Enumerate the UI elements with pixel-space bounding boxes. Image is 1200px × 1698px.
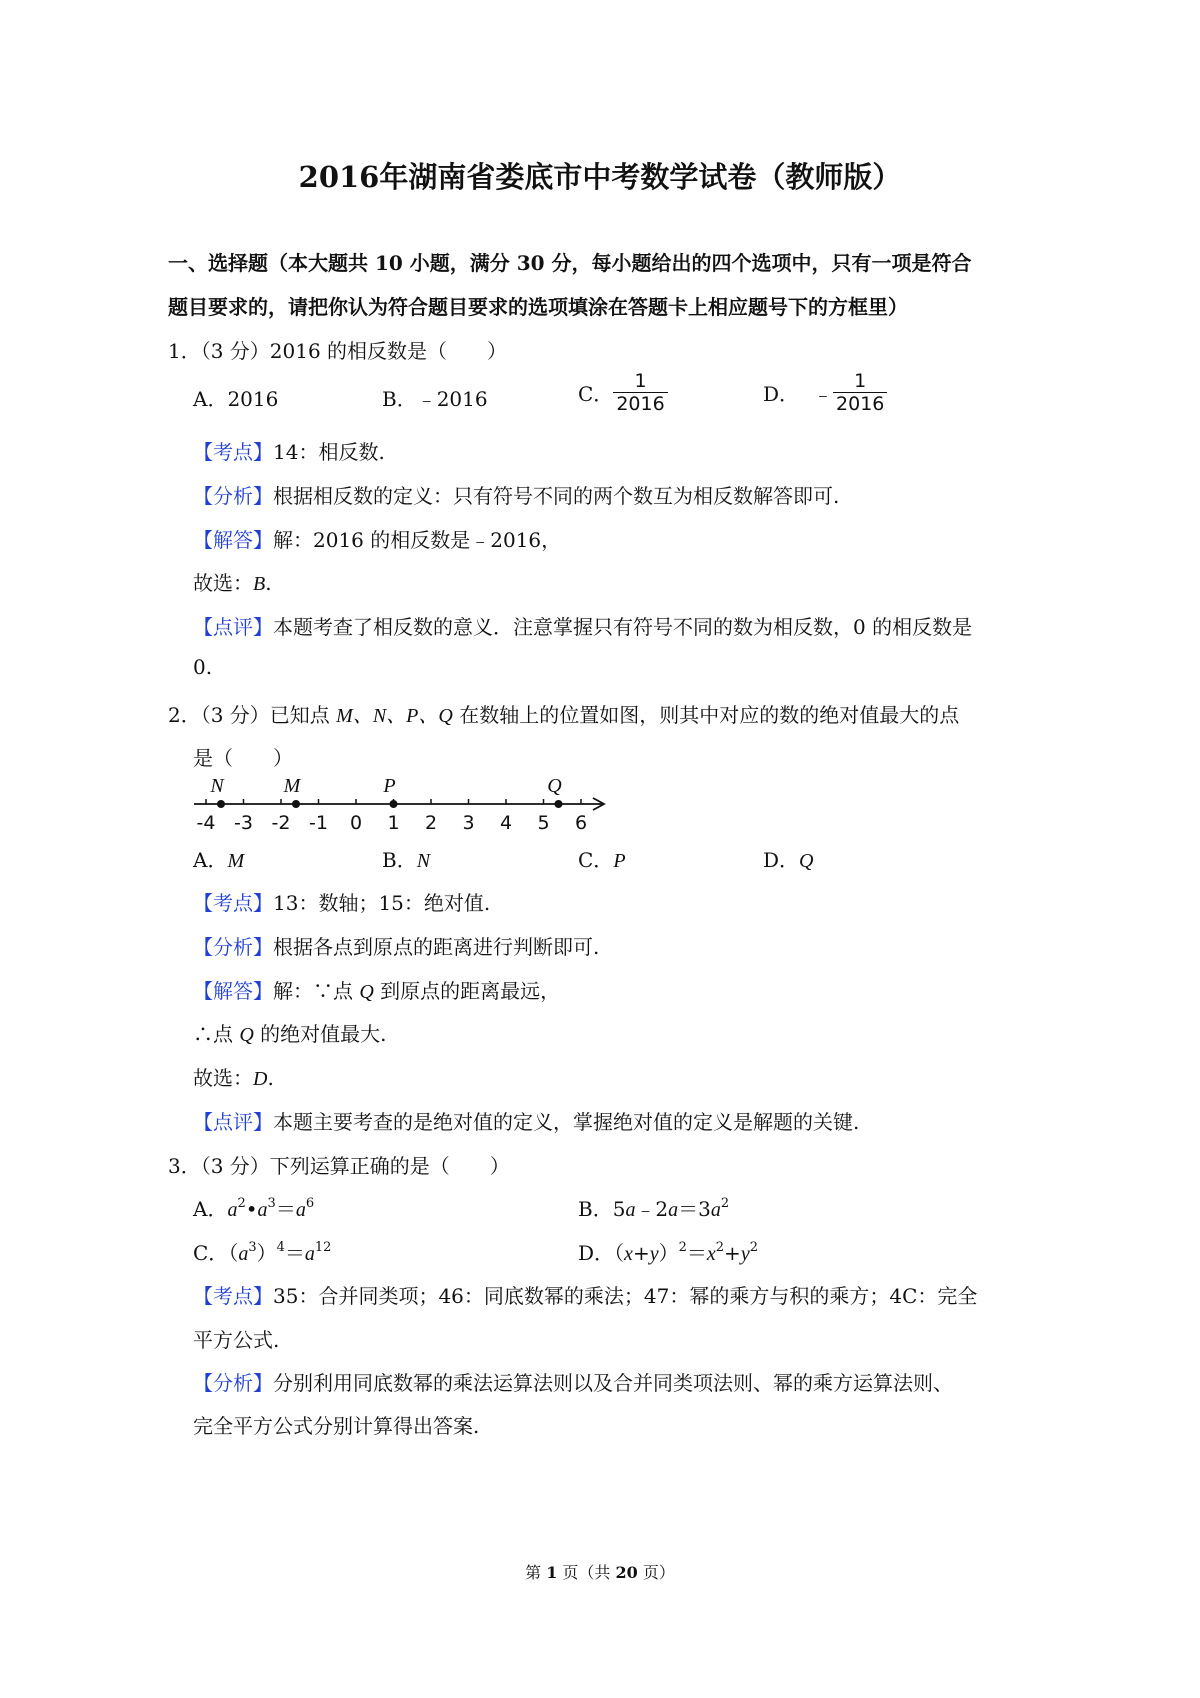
q1-option-a: A．2016 (193, 387, 279, 411)
q1-answer-prefix: 故选： (193, 571, 253, 595)
q3-option-d-label: D． (578, 1241, 615, 1265)
number-line-point-label: M (283, 775, 301, 797)
q3-kaodian-tag: 【考点】 (193, 1284, 273, 1308)
q1-kaodian (193, 436, 385, 465)
q2-stem-vars: M、N、P、Q (336, 705, 453, 727)
q3-option-a: A．$a^2•a^3=a^6$ (193, 1196, 315, 1221)
page-footer (0, 1560, 1200, 1583)
q1-fenxi-text: 根据相反数的定义：只有符号不同的两个数互为相反数解答即可. (273, 484, 840, 508)
q2-dianping-text: 本题主要考查的是绝对值的定义，掌握绝对值的定义是解题的关键. (273, 1110, 860, 1134)
q2-option-d-label: D． (763, 848, 800, 872)
q3-kaodian-line2: 平方公式. (193, 1328, 280, 1352)
number-line-tick-label: 6 (574, 812, 588, 834)
q3-fenxi-line2: 完全平方公式分别计算得出答案. (193, 1414, 480, 1438)
q2-dianping-tag: 【点评】 (193, 1110, 273, 1134)
q2-jieda-pre: 解：∵点 (273, 979, 360, 1003)
q2-jieda-line2 (193, 1018, 387, 1047)
q2-jieda (193, 975, 560, 1004)
number-line-tick-label: 1 (387, 812, 400, 834)
q2-dianping (193, 1106, 859, 1135)
q1-option-d-sign: ﹣ (813, 382, 834, 406)
q2-fenxi-text: 根据各点到原点的距离进行判断即可. (273, 935, 600, 959)
footer-post: 页） (637, 1563, 675, 1582)
q2-jieda-var: Q (359, 981, 374, 1003)
q1-dianping-tag: 【点评】 (193, 615, 273, 639)
number-line-point-label: N (210, 775, 224, 797)
q2-line2-var: Q (239, 1024, 254, 1046)
number-line-tick-label: -4 (196, 812, 216, 834)
q1-fenxi-tag: 【分析】 (193, 484, 273, 508)
q2-option-b-label: B． (382, 848, 417, 872)
q1-dianping-text: 本题考查了相反数的意义．注意掌握只有符号不同的数为相反数，0 的相反数是 (273, 615, 973, 639)
q3-option-d: D．$(x+y)^2=x^2+y^2$ (578, 1240, 758, 1265)
footer-page-number: 1 (546, 1563, 558, 1582)
q2-option-a-value: M (227, 850, 245, 872)
q1-option-b: B．﹣2016 (382, 387, 488, 411)
q2-option-d (763, 844, 814, 873)
section-header-line1: 一、选择题（本大题共 10 小题，满分 30 分，每小题给出的四个选项中，只有一项是符合 (168, 251, 972, 275)
q2-option-a-label: A． (193, 848, 228, 872)
number-line-tick-label: -2 (271, 812, 291, 834)
q3-kaodian-text: 35：合并同类项；46：同底数幂的乘法；47：幂的乘方与积的乘方；4C：完全 (273, 1284, 978, 1308)
q2-answer-prefix: 故选： (193, 1066, 253, 1090)
q2-stem-post: 在数轴上的位置如图，则其中对应的数的绝对值最大的点 (452, 703, 960, 727)
q2-jieda-tag: 【解答】 (193, 979, 273, 1003)
number-line-tick-label: -1 (309, 812, 328, 834)
footer-total-pages: 20 (615, 1563, 638, 1582)
q1-jieda-tag: 【解答】 (193, 528, 273, 552)
number-line-point-n (217, 800, 225, 808)
number-line-point-p (390, 800, 398, 808)
q2-option-a (193, 844, 244, 873)
q2-kaodian (193, 887, 490, 916)
number-line-tick-label: 3 (462, 812, 475, 834)
q1-answer (193, 567, 272, 596)
q3-option-b: B．$5a﹣2a=3a^2$ (578, 1196, 730, 1221)
q3-option-a-label: A． (193, 1197, 228, 1221)
q3-kaodian (193, 1280, 977, 1309)
number-line-point-label: Q (547, 775, 562, 797)
number-line-tick-label: -3 (234, 812, 253, 834)
q1-option-d-numerator: 1 (833, 370, 887, 393)
page-title: 2016年湖南省娄底市中考数学试卷（教师版） (298, 160, 902, 194)
q3-option-c: C．$(a^3)^4=a^{12}$ (193, 1240, 332, 1265)
number-line-tick-label: 2 (424, 812, 438, 834)
q1-option-c-fraction (613, 370, 667, 415)
q2-jieda-post: 到原点的距离最远， (373, 979, 561, 1003)
q2-answer (193, 1062, 274, 1091)
q1-option-c (578, 370, 668, 415)
q1-stem: 1．（3 分）2016 的相反数是（ ） (168, 339, 508, 363)
q1-jieda-text: 解：2016 的相反数是﹣2016， (273, 528, 562, 552)
q1-dianping-line2: 0. (193, 655, 213, 679)
section-header-line2: 题目要求的，请把你认为符合题目要求的选项填涂在答题卡上相应题号下的方框里） (168, 295, 908, 319)
q1-option-d-label: D． (763, 382, 800, 406)
q2-fenxi (193, 931, 599, 960)
q2-answer-letter: D (253, 1068, 268, 1090)
q2-stem (168, 699, 959, 728)
number-line-point-q (555, 800, 563, 808)
q2-kaodian-text: 13：数轴；15：绝对值. (273, 891, 491, 915)
number-line-tick-label: 0 (349, 812, 363, 834)
q2-option-c-label: C． (578, 848, 614, 872)
q1-kaodian-tag: 【考点】 (193, 440, 273, 464)
q2-fenxi-tag: 【分析】 (193, 935, 273, 959)
q3-fenxi-tag: 【分析】 (193, 1371, 273, 1395)
footer-mid: 页（共 (557, 1563, 616, 1582)
q2-number-line (190, 772, 620, 834)
q1-jieda (193, 524, 561, 553)
q1-answer-period: . (265, 571, 272, 595)
q2-option-c (578, 844, 626, 873)
q1-option-c-numerator: 1 (613, 370, 667, 393)
q1-option-d (763, 370, 887, 415)
q3-fenxi-text: 分别利用同底数幂的乘法运算法则以及合并同类项法则、幂的乘方运算法则、 (273, 1371, 953, 1395)
number-line-point-label: P (383, 775, 396, 797)
q2-line2-post: 的绝对值最大. (253, 1022, 387, 1046)
number-line-tick-label: 4 (499, 812, 513, 834)
q2-stem-line2: 是（ ） (193, 746, 293, 770)
number-line-tick-label: 5 (537, 812, 550, 834)
number-line-points (209, 775, 562, 808)
q1-option-d-fraction (833, 370, 887, 415)
number-line-point-m (292, 800, 300, 808)
q3-option-c-label: C． (193, 1241, 229, 1265)
q2-line2-pre: ∴点 (193, 1022, 240, 1046)
q2-option-b (382, 844, 430, 873)
q3-option-b-label: B． (578, 1197, 613, 1221)
q3-stem: 3．（3 分）下列运算正确的是（ ） (168, 1154, 510, 1178)
q1-option-c-denominator: 2016 (616, 393, 665, 415)
q1-fenxi (193, 480, 839, 509)
q2-option-d-value: Q (799, 850, 814, 872)
q2-kaodian-tag: 【考点】 (193, 891, 273, 915)
q2-option-b-value: N (416, 850, 431, 872)
q1-option-d-denominator: 2016 (836, 393, 885, 415)
q1-answer-letter: B (253, 573, 266, 595)
footer-pre: 第 (525, 1563, 547, 1582)
q3-fenxi (193, 1367, 953, 1396)
q1-option-c-label: C． (578, 382, 614, 406)
q1-kaodian-text: 14：相反数. (273, 440, 385, 464)
q2-option-c-value: P (613, 850, 626, 872)
q2-stem-pre: 2．（3 分）已知点 (168, 703, 337, 727)
q1-dianping (193, 611, 972, 640)
q2-answer-period: . (267, 1066, 274, 1090)
